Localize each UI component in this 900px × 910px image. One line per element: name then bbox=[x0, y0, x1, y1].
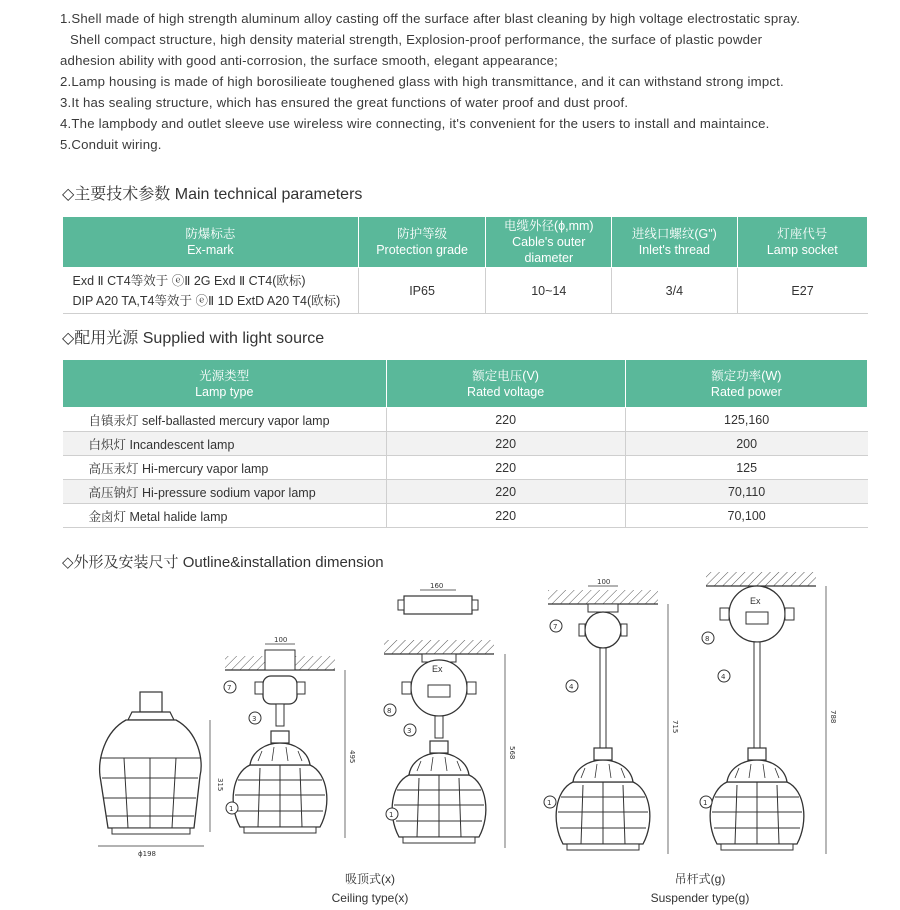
feature-line: 3.It has sealing structure, which has ensured the great functions of water proof and dust proof. bbox=[60, 95, 629, 110]
dim-height: 715 bbox=[671, 720, 679, 734]
caption-ceiling bbox=[310, 870, 430, 908]
feature-list bbox=[60, 8, 890, 155]
cell-cable: 10~14 bbox=[486, 268, 612, 314]
table-row: 金卤灯 Metal halide lamp 220 70,100 bbox=[63, 504, 868, 528]
light-header-row bbox=[63, 360, 868, 408]
header-thread: 进线口螺纹(G") Inlet's thread bbox=[612, 217, 737, 268]
feature-line: 1.Shell made of high strength aluminum alloy casting off the surface after blast cleaning by high voltage electrostatic spray. bbox=[60, 11, 801, 26]
dim-width: 160 bbox=[430, 582, 444, 590]
callout-8: 8 bbox=[387, 707, 392, 715]
feature-line: 2.Lamp housing is made of high borosilieate toughened glass with high transmittance, and it can withstand strong impct. bbox=[60, 74, 784, 89]
lamp-suspender-box bbox=[544, 578, 679, 854]
caption-suspender-cn: 吊杆式(g) bbox=[674, 872, 726, 886]
callout-8: 8 bbox=[705, 635, 710, 643]
params-row bbox=[63, 268, 868, 314]
dim-height: 568 bbox=[508, 746, 516, 760]
header-exmark: 防爆标志 Ex-mark bbox=[63, 217, 359, 268]
ex-label: Ex bbox=[750, 596, 761, 606]
header-cable: 电缆外径(ϕ,mm) Cable's outer diameter bbox=[486, 217, 612, 268]
lamp-side-view bbox=[98, 692, 224, 858]
callout-1: 1 bbox=[389, 811, 394, 819]
table-row: 白炽灯 Incandescent lamp 220 200 bbox=[63, 432, 868, 456]
header-protection: 防护等级 Protection grade bbox=[358, 217, 486, 268]
callout-3: 3 bbox=[407, 727, 412, 735]
table-row: 高压汞灯 Hi-mercury vapor lamp 220 125 bbox=[63, 456, 868, 480]
feature-line: 4.The lampbody and outlet sleeve use wireless wire connecting, it's convenient for the users to install and maintaince. bbox=[60, 116, 770, 131]
callout-7: 7 bbox=[553, 623, 558, 631]
caption-ceiling-cn: 吸顶式(x) bbox=[345, 872, 395, 886]
callout-7: 7 bbox=[227, 684, 232, 692]
section-title-outline: ◇外形及安装尺寸 Outline&installation dimension bbox=[62, 554, 384, 571]
dim-width: 100 bbox=[597, 578, 611, 586]
dim-diameter: ϕ198 bbox=[138, 850, 156, 858]
table-row: 高压钠灯 Hi-pressure sodium vapor lamp 220 70,110 bbox=[63, 480, 868, 504]
outline-drawing bbox=[0, 570, 900, 870]
callout-4: 4 bbox=[569, 683, 574, 691]
lamp-ceiling-box-b bbox=[384, 582, 516, 848]
cell-exmark: Exd Ⅱ CT4等效于 ⓔⅡ 2G Exd Ⅱ CT4(欧标) DIP A20 TA,T4等效于 ⓔⅡ 1D ExtD A20 T4(欧标) bbox=[63, 268, 359, 314]
params-header-row bbox=[63, 217, 868, 268]
cell-protection: IP65 bbox=[358, 268, 486, 314]
callout-4: 4 bbox=[721, 673, 726, 681]
light-source-table bbox=[62, 359, 868, 528]
params-table bbox=[62, 216, 868, 314]
dim-height: 788 bbox=[829, 710, 837, 724]
feature-line: Shell compact structure, high density material strength, Explosion-proof performance, the surface of plastic powder bbox=[70, 32, 763, 47]
feature-line: 5.Conduit wiring. bbox=[60, 137, 162, 152]
caption-suspender-en: Suspender type(g) bbox=[650, 891, 750, 905]
header-rated-voltage: 额定电压(V) Rated voltage bbox=[386, 360, 625, 408]
dim-height: 495 bbox=[348, 750, 356, 764]
header-lamp-type: 光源类型 Lamp type bbox=[63, 360, 387, 408]
lamp-ceiling-box-a bbox=[224, 636, 356, 838]
callout-1: 1 bbox=[703, 799, 708, 807]
caption-suspender bbox=[630, 870, 770, 908]
lamp-suspender-large-box bbox=[700, 572, 837, 854]
header-rated-power: 额定功率(W) Rated power bbox=[625, 360, 867, 408]
callout-1: 1 bbox=[229, 805, 234, 813]
table-row: 自镇汞灯 self-ballasted mercury vapor lamp 220 125,160 bbox=[63, 408, 868, 432]
dim-height: 315 bbox=[216, 778, 224, 792]
feature-line: adhesion ability with good anti-corrosion, the surface smooth, elegant appearance; bbox=[60, 53, 559, 68]
callout-3: 3 bbox=[252, 715, 257, 723]
header-socket: 灯座代号 Lamp socket bbox=[737, 217, 867, 268]
callout-1: 1 bbox=[547, 799, 552, 807]
section-title-main-params: ◇主要技术参数 Main technical parameters bbox=[62, 186, 363, 203]
section-title-light-source: ◇配用光源 Supplied with light source bbox=[62, 330, 325, 347]
dim-width: 100 bbox=[274, 636, 288, 644]
caption-ceiling-en: Ceiling type(x) bbox=[331, 891, 409, 905]
ex-label: Ex bbox=[432, 664, 443, 674]
cell-thread: 3/4 bbox=[612, 268, 737, 314]
cell-socket: E27 bbox=[737, 268, 867, 314]
